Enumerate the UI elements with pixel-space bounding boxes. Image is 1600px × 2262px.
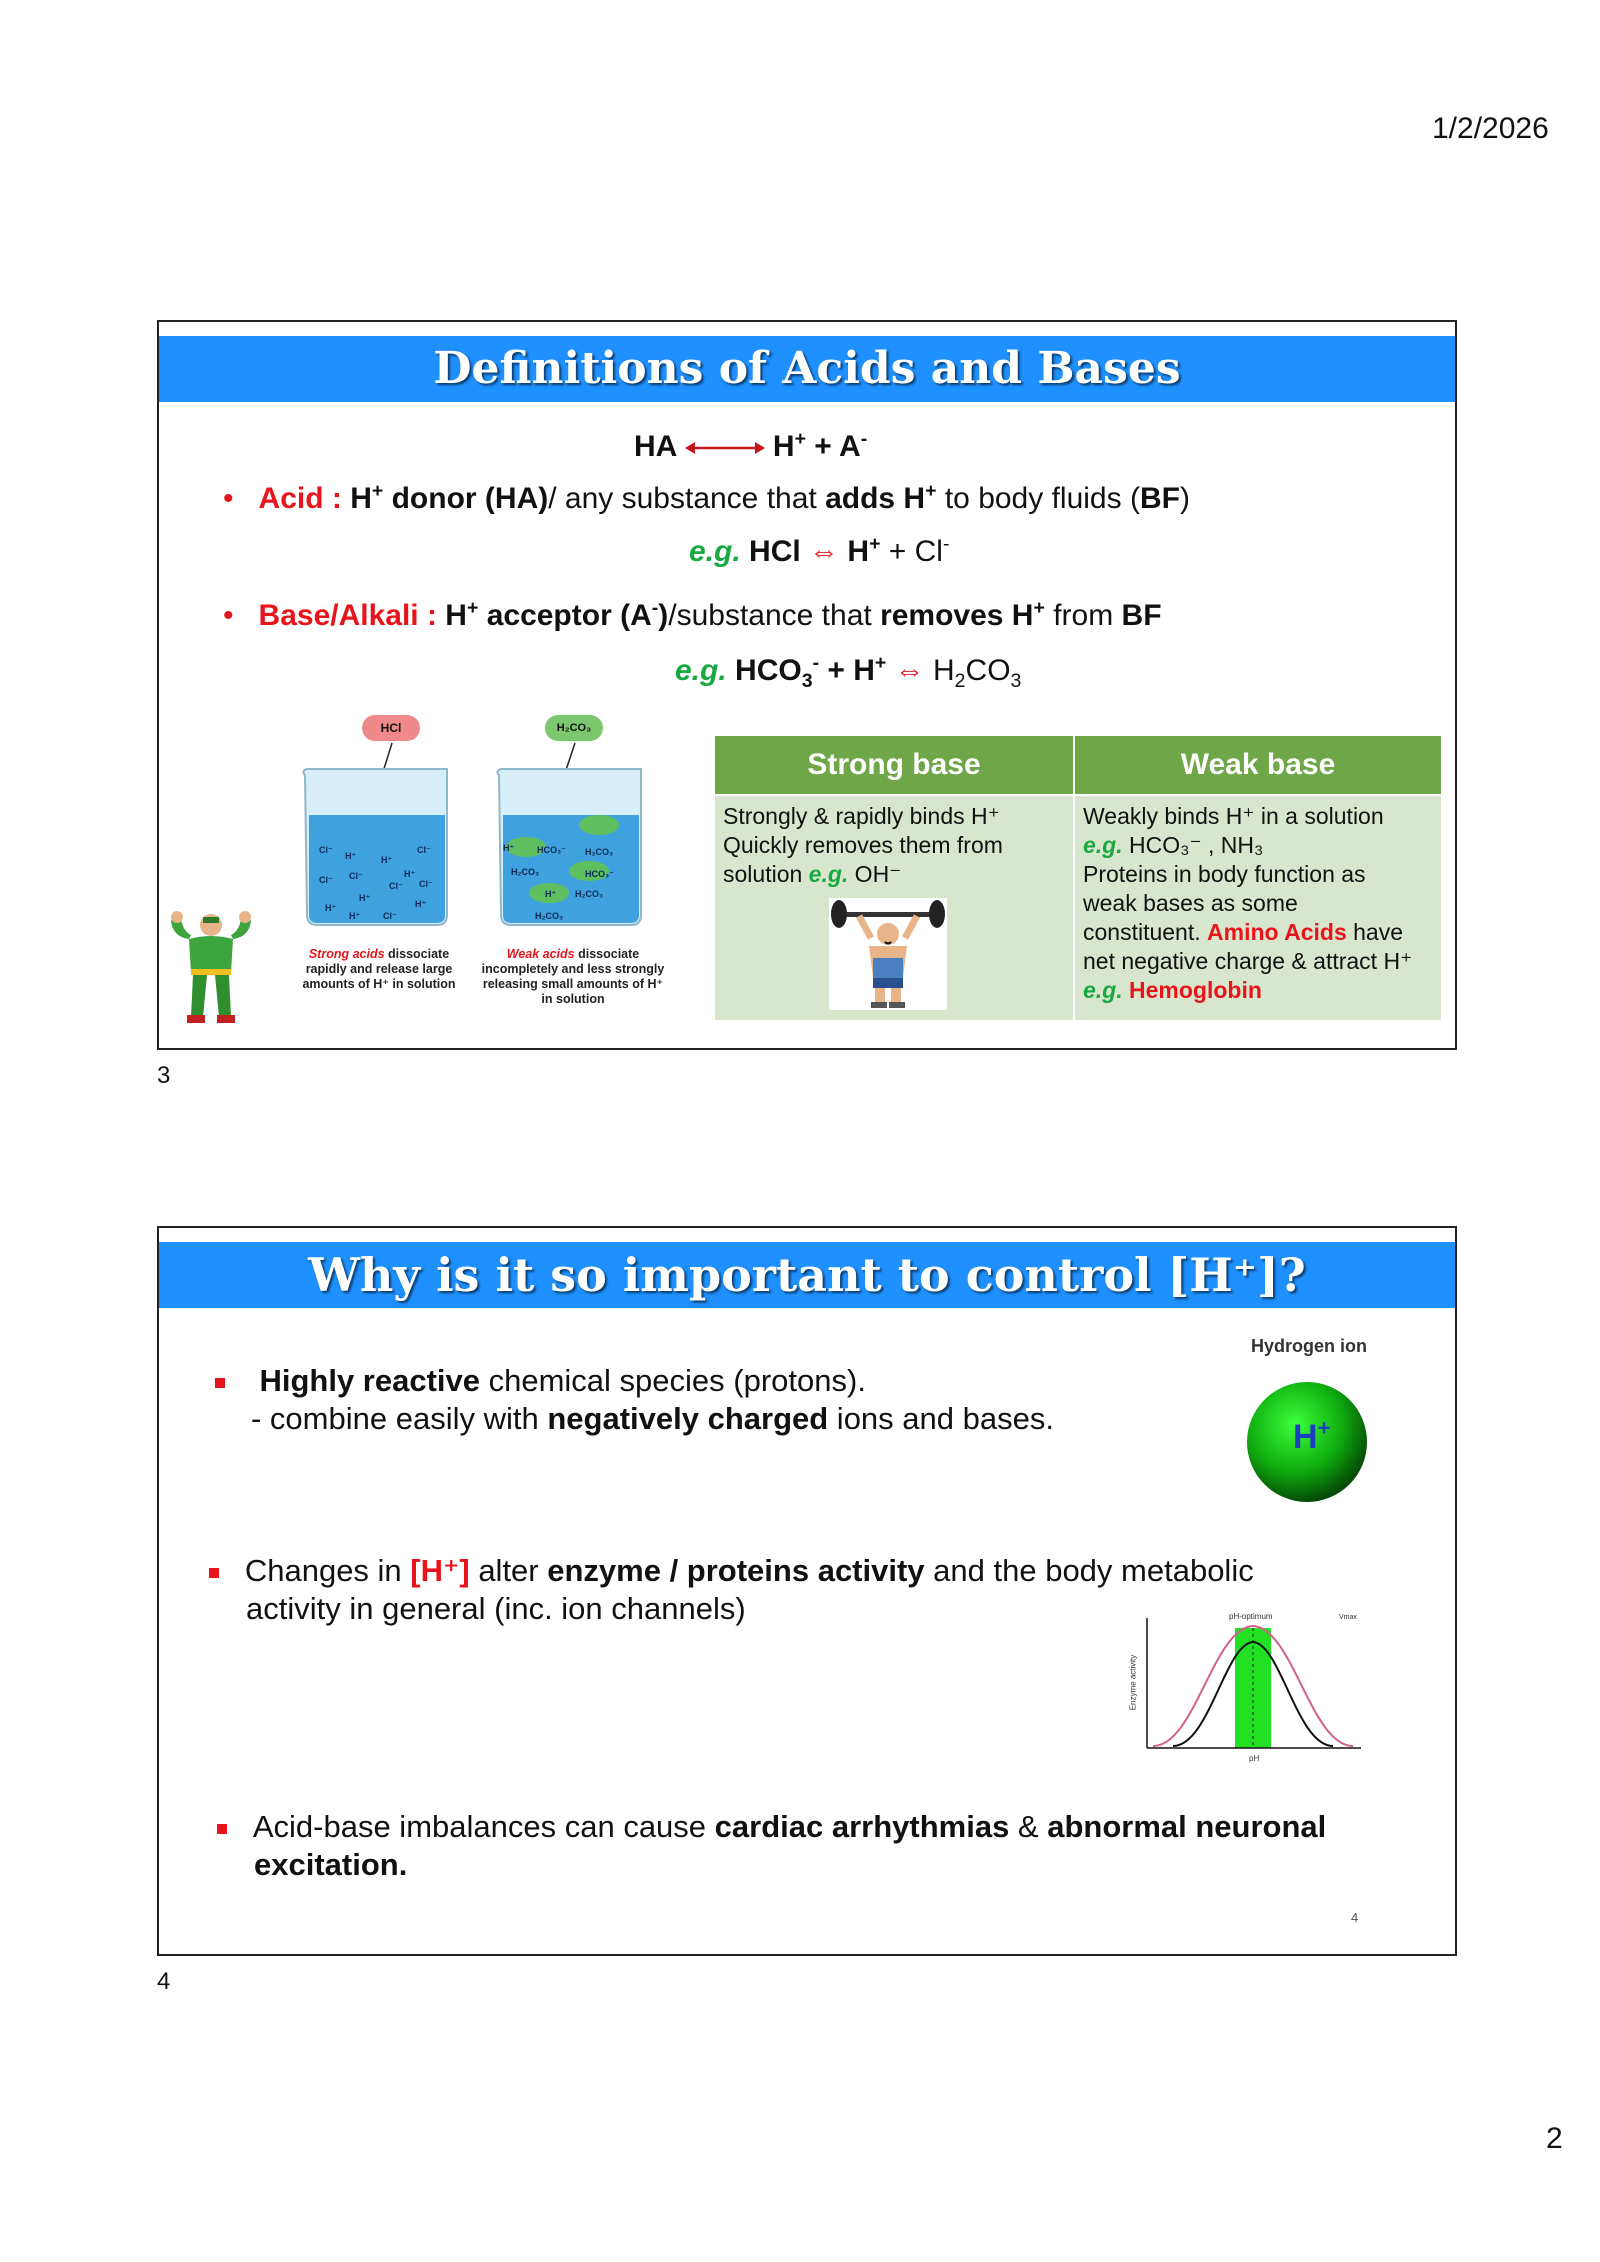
acid-example-rest: + Cl <box>880 535 943 568</box>
weak-acids-label: Weak acids <box>506 947 575 961</box>
strong-acids-label: Strong acids <box>308 947 385 961</box>
combine-post: ions and bases. <box>828 1401 1054 1436</box>
strong-line-3-post: OH⁻ <box>848 861 902 887</box>
ion: Cl⁻ <box>417 845 431 855</box>
ion: H⁺ <box>345 851 357 861</box>
bullet-square <box>217 1824 227 1834</box>
ion: H₂CO₃ <box>511 867 540 877</box>
page-date: 1/2/2026 <box>1432 112 1549 145</box>
base-example <box>675 652 1022 692</box>
hydrogen-plus: + <box>1317 1415 1331 1441</box>
ion: H⁺ <box>325 903 337 913</box>
imbalance-mid: & <box>1009 1809 1048 1844</box>
ion: H⁺ <box>415 899 427 909</box>
weak-line-6: net negative charge & attract H⁺ <box>1083 948 1413 974</box>
base-acceptor: acceptor (A <box>478 599 652 632</box>
slide-1-title: Definitions of Acids and Bases <box>159 336 1455 402</box>
dissociation-equation <box>634 430 867 464</box>
weightlifter-icon <box>829 898 947 1010</box>
strong-acid-ions <box>319 845 439 925</box>
cardiac-arrhythmias: cardiac arrhythmias <box>714 1809 1010 1844</box>
base-example-minus: - <box>812 652 820 674</box>
acid-tail: to body fluids ( <box>936 482 1140 515</box>
base-h: H <box>445 599 467 632</box>
base-bf: BF <box>1121 599 1162 632</box>
base-h-plus: + <box>466 597 479 619</box>
base-example-plus: + <box>874 652 887 674</box>
slide-2-number: 4 <box>157 1968 171 1995</box>
weak-line-5-post: have <box>1346 919 1404 945</box>
weak-line-5 <box>1083 918 1433 947</box>
equation-lhs: HA <box>634 430 677 463</box>
slide-2-title: Why is it so important to control [H⁺]? <box>159 1242 1455 1308</box>
negatively-charged: negatively charged <box>547 1401 829 1436</box>
changes-post: and the body metabolic <box>924 1553 1254 1588</box>
excitation: excitation. <box>254 1847 408 1882</box>
imbalance-bullet <box>217 1808 1326 1884</box>
strong-line-2: Quickly removes them from <box>723 832 1003 858</box>
reactive-rest: chemical species (protons). <box>480 1363 866 1398</box>
bullet-dot: • <box>223 599 234 632</box>
graph-ylabel: Enzyme activity <box>1128 1654 1138 1711</box>
weak-line-7 <box>1083 976 1433 1005</box>
acid-close: ) <box>1179 482 1190 515</box>
ion: H⁺ <box>349 911 361 921</box>
equilibrium-arrow-icon: ⇔ <box>894 654 925 687</box>
base-close: ) <box>658 599 669 632</box>
weak-acid-beaker <box>481 715 671 1015</box>
reactive-bullet <box>215 1362 1054 1438</box>
acid-definition <box>223 482 1190 516</box>
enzyme-curve-icon <box>1125 1608 1365 1768</box>
ion: Cl⁻ <box>383 911 397 921</box>
amino-acids: Amino Acids <box>1207 919 1347 945</box>
base-definition <box>223 599 1162 633</box>
enzyme-bullet <box>209 1552 1254 1628</box>
weak-eg-2: e.g. <box>1083 977 1123 1003</box>
equilibrium-arrow-icon: ⇔ <box>809 535 840 568</box>
equation-rhs: + A <box>805 430 861 463</box>
acid-example <box>689 535 949 569</box>
acid-h-plus: + <box>371 480 384 502</box>
base-example-sub2: 2 <box>954 670 966 692</box>
weak-acid-caption <box>481 947 665 1007</box>
base-example-sub3b: 3 <box>1010 670 1022 692</box>
superhero-icon <box>161 907 261 1032</box>
strong-line-1: Strongly & rapidly binds H⁺ <box>723 803 1000 829</box>
weak-line-3: Proteins in body function as <box>1083 861 1366 887</box>
weak-line-2 <box>1083 831 1433 860</box>
abnormal-neuronal: abnormal neuronal <box>1047 1809 1327 1844</box>
h2co3-label: H₂CO₃ <box>545 715 603 741</box>
acid-example-hcl: HCl <box>749 535 801 568</box>
ion: Cl⁻ <box>319 875 333 885</box>
hemoglobin: Hemoglobin <box>1129 977 1262 1003</box>
strong-eg: e.g. <box>808 861 849 887</box>
hcl-label: HCl <box>362 715 420 741</box>
base-comparison-table <box>713 734 1443 1022</box>
changes-pre: Changes in <box>244 1553 411 1588</box>
h-plus-concentration: [H⁺] <box>410 1553 470 1588</box>
base-example-eg: e.g. <box>675 654 727 687</box>
weak-eg-1: e.g. <box>1083 832 1123 858</box>
ion: HCO₃⁻ <box>585 869 614 879</box>
ion: H⁺ <box>545 889 557 899</box>
acid-example-eg: e.g. <box>689 535 741 568</box>
hydrogen-ion-symbol <box>1293 1415 1331 1457</box>
weak-acids-text: dissociate incompletely and less strongly releasing small amounts of H⁺ in solution <box>481 947 665 1006</box>
acid-adds-plus: + <box>925 480 937 502</box>
bullet-square <box>215 1378 225 1388</box>
hydrogen-symbol: H <box>1293 1418 1318 1456</box>
acid-donor: donor (HA) <box>383 482 549 515</box>
weak-acid-ions <box>503 843 643 923</box>
bullet-square <box>209 1568 219 1578</box>
ion: H₂CO₃ <box>535 911 564 921</box>
weak-ex-1: HCO₃⁻ , NH₃ <box>1122 832 1264 858</box>
base-example-h2: H <box>933 654 955 687</box>
strong-base-cell <box>714 795 1074 1021</box>
ion: Cl⁻ <box>349 871 363 881</box>
table-header-row <box>714 735 1442 795</box>
slide-2 <box>157 1226 1457 1956</box>
strong-base-header: Strong base <box>714 735 1074 795</box>
weak-line-5-pre: constituent. <box>1083 919 1208 945</box>
strong-acid-caption <box>293 947 465 992</box>
equation-plus: + <box>794 428 806 450</box>
graph-optimum-label: pH-optimum <box>1229 1612 1273 1621</box>
weak-base-header: Weak base <box>1074 735 1442 795</box>
double-arrow-icon <box>685 439 765 457</box>
strong-acids-text: dissociate rapidly and release large amounts of H⁺ in solution <box>302 947 456 991</box>
acid-example-minus: - <box>942 533 950 555</box>
ion: H⁺ <box>359 893 371 903</box>
ion: H⁺ <box>503 843 515 853</box>
base-example-sub3: 3 <box>801 670 813 692</box>
base-from: from <box>1044 599 1122 632</box>
weak-line-1: Weakly binds H⁺ in a solution <box>1083 803 1384 829</box>
changes-mid: alter <box>469 1553 548 1588</box>
ion: Cl⁻ <box>389 881 403 891</box>
table-row <box>714 795 1442 1021</box>
base-label: Base/Alkali : <box>258 599 446 632</box>
base-removes: removes H <box>880 599 1034 632</box>
weak-base-cell <box>1074 795 1442 1021</box>
slide-2-inner-number: 4 <box>1351 1910 1359 1925</box>
base-mid: /substance that <box>668 599 881 632</box>
ion: H⁺ <box>404 869 416 879</box>
equation-minus: - <box>860 428 868 450</box>
ion: H₂CO₃ <box>575 889 604 899</box>
page-number: 2 <box>1546 2122 1563 2155</box>
acid-adds: adds H <box>825 482 926 515</box>
acid-bf: BF <box>1139 482 1180 515</box>
ion: Cl⁻ <box>419 879 433 889</box>
strong-line-3 <box>723 860 1065 889</box>
enzyme-activity: enzyme / proteins activity <box>547 1553 925 1588</box>
acid-h: H <box>350 482 372 515</box>
base-acceptor-minus: - <box>651 597 659 619</box>
graph-xlabel: pH <box>1249 1754 1260 1763</box>
bullet-dot: • <box>223 482 234 515</box>
weak-line-4: weak bases as some <box>1083 890 1298 916</box>
graph-vmax-label: Vmax <box>1339 1614 1357 1621</box>
enzyme-activity-graph <box>1125 1608 1365 1768</box>
combine-pre: - combine easily with <box>251 1401 548 1436</box>
strong-acid-beaker <box>297 715 457 990</box>
ion: H₂CO₃ <box>585 847 614 857</box>
base-example-plus-h: + H <box>819 654 875 687</box>
imbalance-pre: Acid-base imbalances can cause <box>252 1809 715 1844</box>
hydrogen-ion-label: Hydrogen ion <box>1251 1336 1367 1356</box>
slide-1-number: 3 <box>157 1062 171 1089</box>
base-example-hco: HCO <box>735 654 802 687</box>
base-example-co: CO <box>965 654 1011 687</box>
equation-rhs-h: H <box>772 430 795 463</box>
acid-label: Acid : <box>258 482 351 515</box>
base-removes-plus: + <box>1033 597 1045 619</box>
acid-mid: / any substance that <box>548 482 826 515</box>
slide-1 <box>157 320 1457 1050</box>
highly-reactive: Highly reactive <box>259 1363 480 1398</box>
acid-example-plus: + <box>869 533 881 555</box>
acid-example-h: H <box>847 535 870 568</box>
ion: HCO₃⁻ <box>537 845 566 855</box>
changes-line-2: activity in general (inc. ion channels) <box>246 1591 746 1626</box>
ion: Cl⁻ <box>319 845 333 855</box>
strong-line-3-pre: solution <box>723 861 809 887</box>
ion: H⁺ <box>381 855 393 865</box>
